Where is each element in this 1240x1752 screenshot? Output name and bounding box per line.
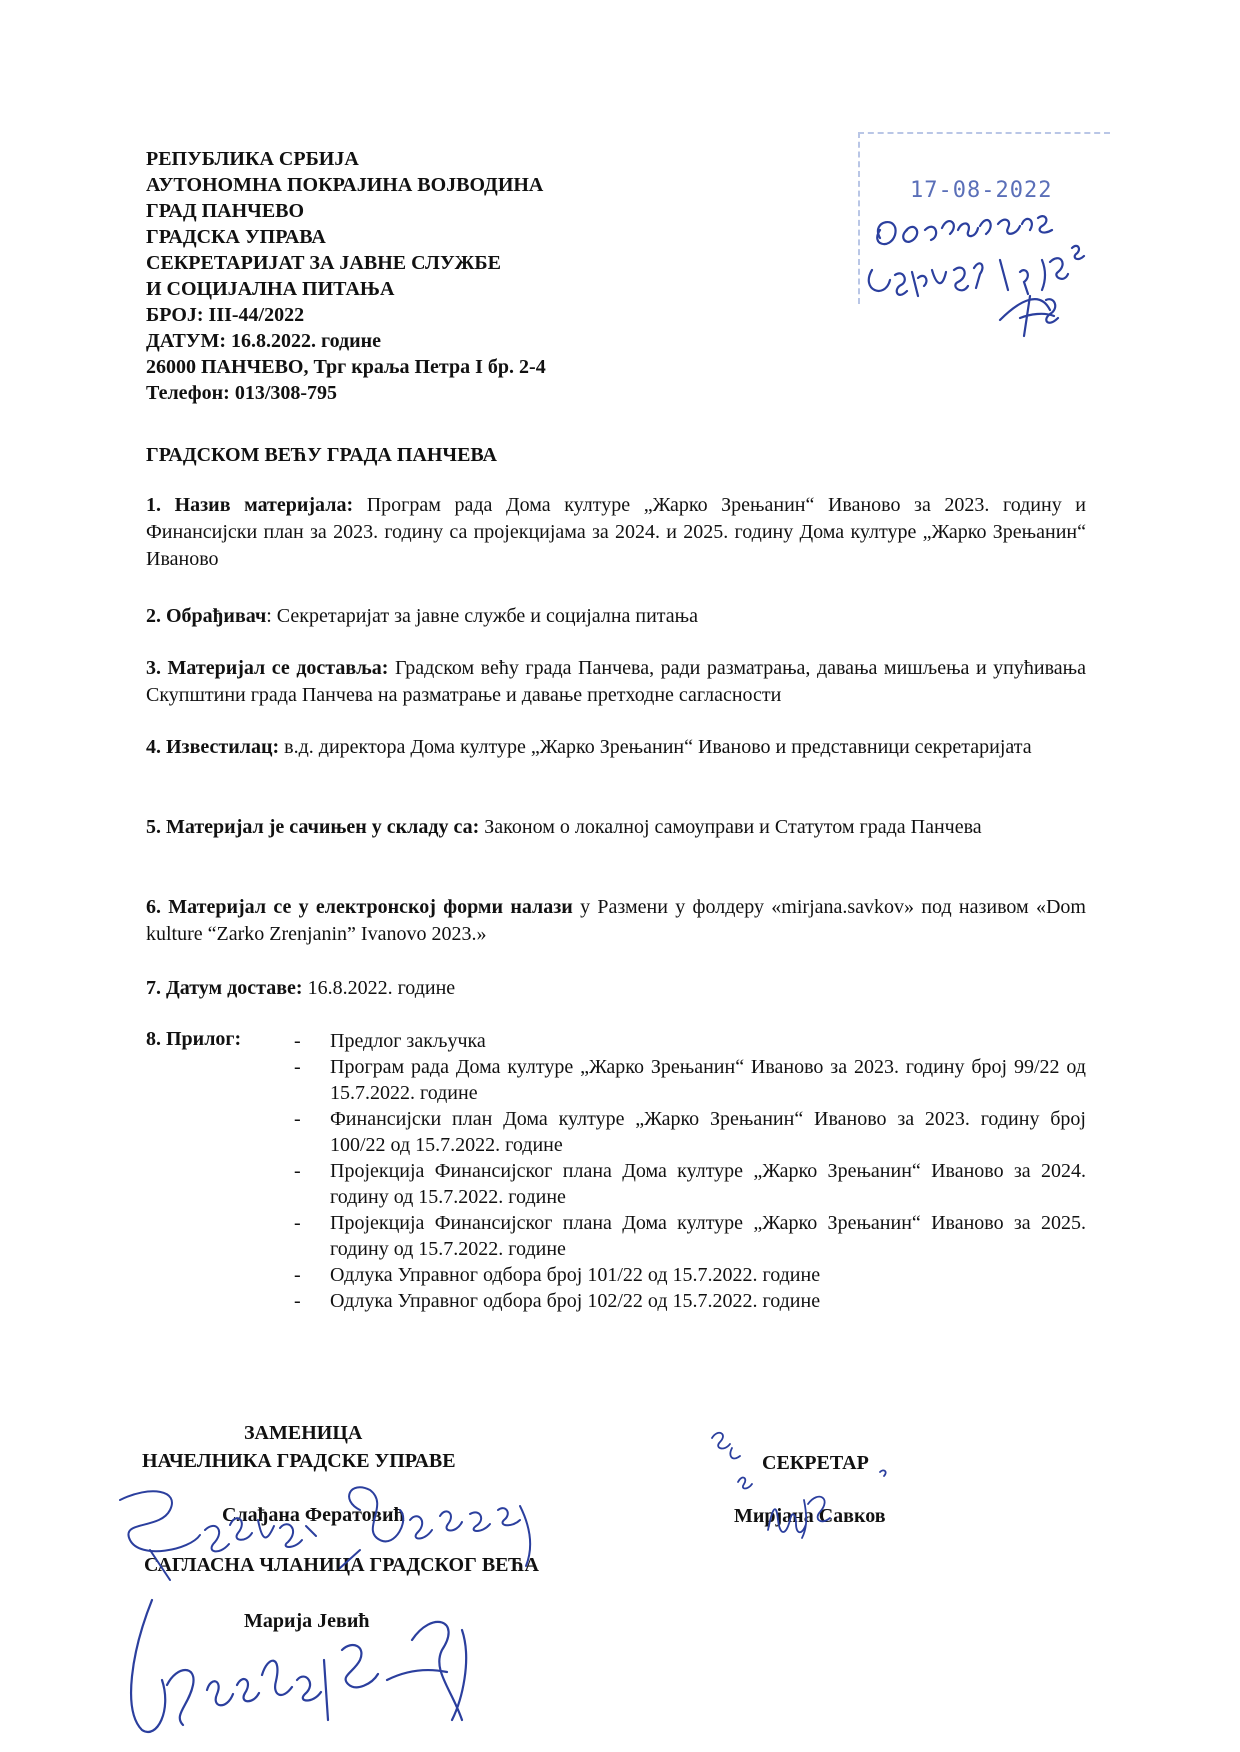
- item-label: 4. Известилац:: [146, 736, 280, 758]
- header-line: СЕКРЕТАРИЈАТ ЗА ЈАВНЕ СЛУЖБЕ: [146, 252, 501, 274]
- item-text: в.д. директора Дома културе „Жарко Зрењанин“ Иваново и представници секретаријата: [279, 736, 1032, 758]
- deputy-title-line2: НАЧЕЛНИКА ГРАДСКЕ УПРАВЕ: [142, 1450, 456, 1472]
- item-label: 1. Назив материјала:: [146, 494, 354, 516]
- header-line: ГРАД ПАНЧЕВО: [146, 200, 305, 222]
- list-item: - Програм рада Дома културе „Жарко Зрењанин“ Иваново за 2023. годину број 99/22 од 15.7.2022. године: [290, 1054, 1086, 1106]
- list-item: - Финансијски план Дома културе „Жарко Зрењанин“ Иваново за 2023. годину број 100/22 од 15.7.2022. године: [290, 1106, 1086, 1158]
- item-text: Градском већу града Панчева, ради разматрања, давања мишљења и упућивања Скупштини града Панчева на разматрање и давање претходне сагласности: [146, 657, 1086, 706]
- council-member-name: Марија Јевић: [244, 1610, 370, 1632]
- list-item: - Пројекција Финансијског плана Дома културе „Жарко Зрењанин“ Иваново за 2024. годину од 15.7.2022. године: [290, 1158, 1086, 1210]
- item-text: 16.8.2022. године: [302, 977, 456, 999]
- item-delivered-to: [146, 655, 1086, 709]
- item-delivery-date: [146, 975, 1086, 1002]
- item-material-name: [146, 492, 1086, 573]
- item-label: 6. Материјал се у електронској форми налази: [146, 896, 573, 918]
- item-label: 2. Обрађивач: [146, 605, 267, 627]
- stamp-date: 17-08-2022: [910, 178, 1053, 203]
- header-line: Телефон: 013/308-795: [146, 382, 338, 404]
- council-member-signature: [112, 1590, 512, 1750]
- deputy-signature: [110, 1480, 550, 1590]
- header-line: ДАТУМ: 16.8.2022. године: [146, 330, 382, 352]
- list-item: - Одлука Управног одбора број 102/22 од 15.7.2022. године: [290, 1288, 1086, 1314]
- item-text: у Размени у фолдеру «mirjana.savkov» под називом «Dom kulture “Zarko Zrenjanin” Ivanovo 2023.»: [146, 896, 1086, 945]
- attachments-label: 8. Прилог:: [146, 1028, 242, 1050]
- item-legal-basis: [146, 814, 1086, 841]
- secretary-name: Мирјана Савков: [734, 1505, 886, 1527]
- item-electronic-location: [146, 894, 1086, 948]
- document-header: [146, 146, 746, 406]
- addressee: ГРАДСКОМ ВЕЋУ ГРАДА ПАНЧЕВА: [146, 444, 497, 466]
- deputy-name: Слађана Ферaтовић: [222, 1504, 405, 1526]
- list-item: - Предлог закључка: [290, 1028, 1086, 1054]
- header-line: БРОЈ: III-44/2022: [146, 304, 305, 326]
- council-member-title: САГЛАСНА ЧЛАНИЦА ГРАДСКОГ ВЕЋА: [144, 1554, 539, 1576]
- secretary-signature: [708, 1420, 908, 1570]
- item-label: 7. Датум доставе:: [146, 977, 303, 999]
- header-line: АУТОНОМНА ПОКРАЈИНА ВОЈВОДИНА: [146, 174, 544, 196]
- list-item: - Одлука Управног одбора број 101/22 од 15.7.2022. године: [290, 1262, 1086, 1288]
- secretary-title: СЕКРЕТАР: [762, 1452, 869, 1474]
- item-label: 5. Материјал је сачињен у складу са:: [146, 816, 480, 838]
- header-line: И СОЦИЈАЛНА ПИТАЊА: [146, 278, 395, 300]
- handwritten-delivery-note: [850, 200, 1130, 360]
- item-label: 3. Материјал се доставља:: [146, 657, 389, 679]
- attachments-list: [290, 1028, 1086, 1314]
- header-line: РЕПУБЛИКА СРБИЈА: [146, 148, 359, 170]
- header-line: 26000 ПАНЧЕВО, Трг краља Петра I бр. 2-4: [146, 356, 546, 378]
- deputy-title: ЗАМЕНИЦА: [244, 1422, 363, 1444]
- item-text: : Секретаријат за јавне службе и социјална питања: [266, 605, 699, 627]
- item-rapporteur: [146, 734, 1086, 761]
- item-text: Законом о локалној самоуправи и Статутом града Панчева: [479, 816, 982, 838]
- header-line: ГРАДСКА УПРАВА: [146, 226, 326, 248]
- item-text: Програм рада Дома културе „Жарко Зрењанин“ Иваново за 2023. годину и Финансијски план за 2023. годину са пројекцијама за 2024. и 2025. годину Дома културе „Жарко Зрењанин“ Иваново: [146, 494, 1086, 570]
- list-item: - Пројекција Финансијског плана Дома културе „Жарко Зрењанин“ Иваново за 2025. годину од 15.7.2022. године: [290, 1210, 1086, 1262]
- item-processor: [146, 603, 1086, 630]
